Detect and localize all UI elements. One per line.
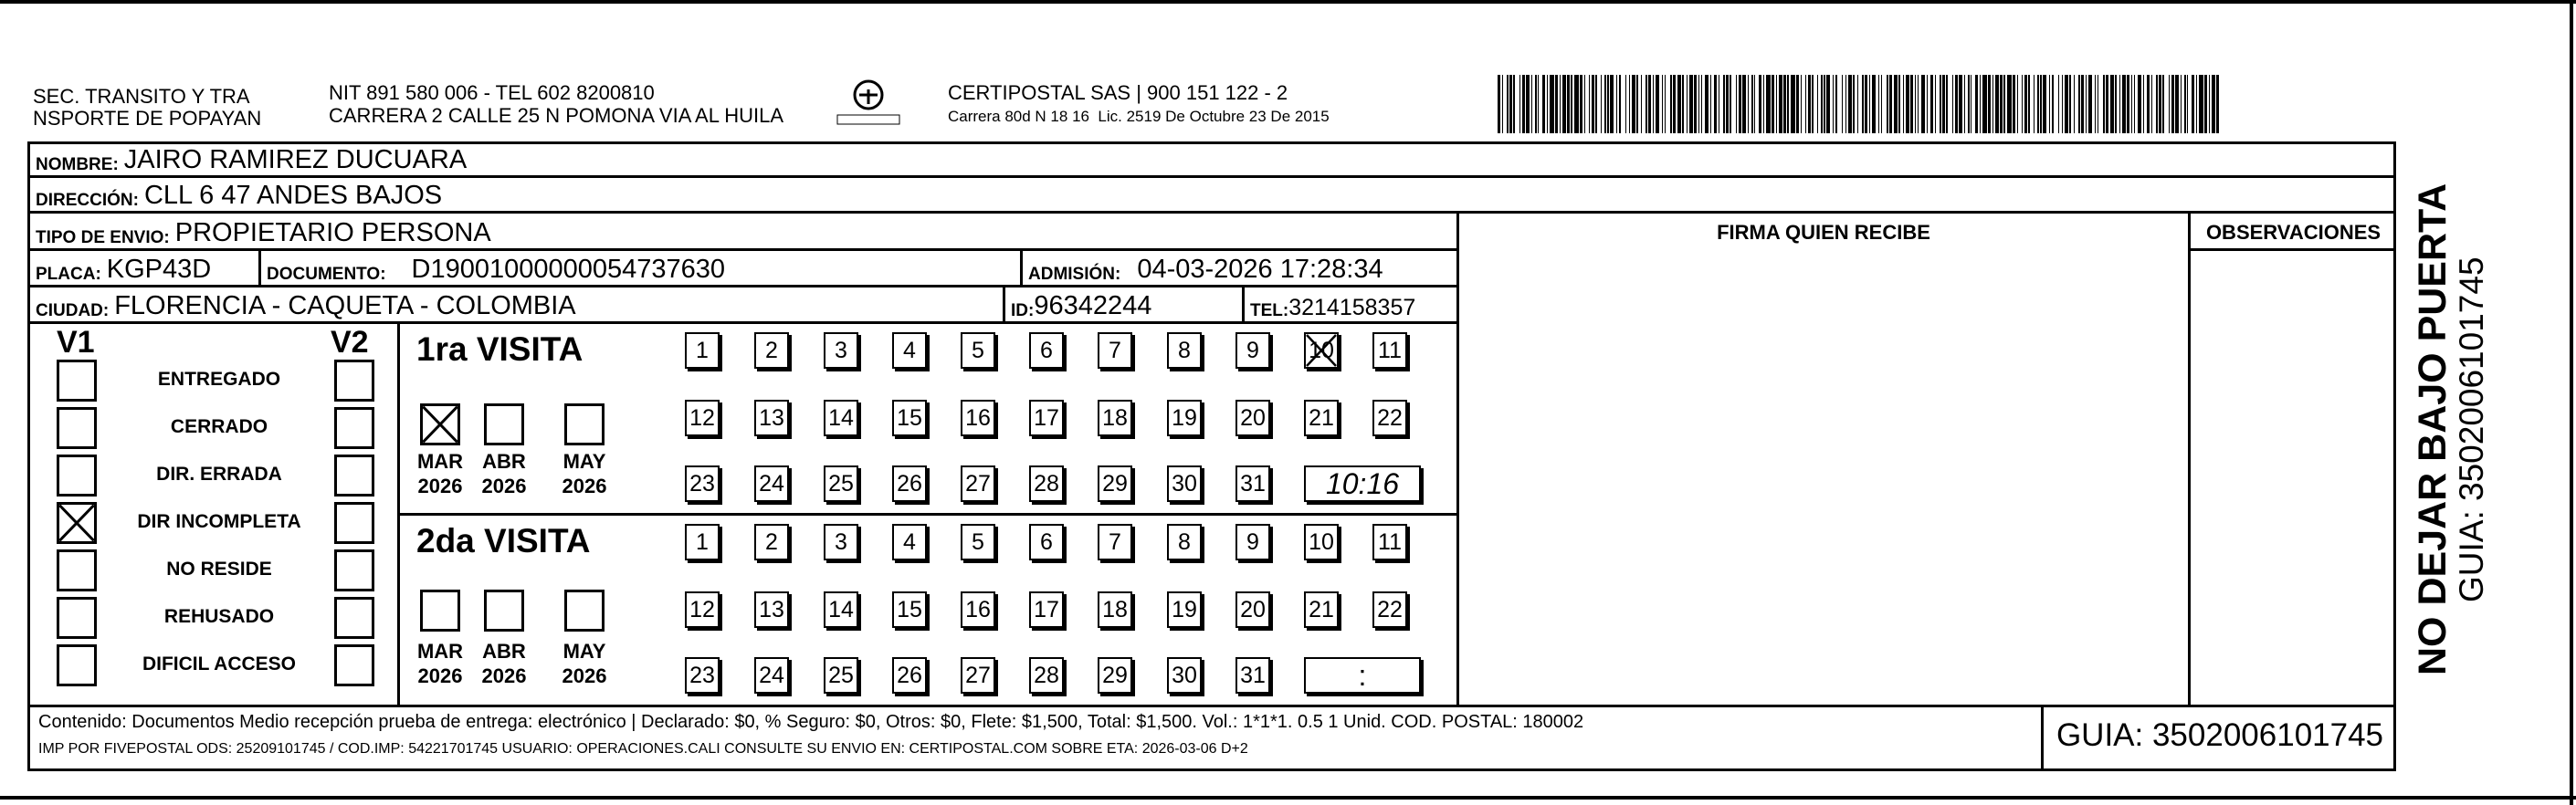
company-line-2: Carrera 80d N 18 16 Lic. 2519 De Octubre 23 De 2015 — [948, 108, 1330, 125]
second-month-year: 2026 — [417, 664, 463, 687]
first-day-box[interactable]: 5 — [961, 332, 995, 369]
first-visit-title: 1ra VISITA — [416, 330, 584, 368]
first-day-box[interactable]: 28 — [1029, 465, 1064, 502]
second-visit-title: 2da VISITA — [416, 522, 591, 559]
first-day-box[interactable]: 18 — [1098, 400, 1132, 436]
second-day-box[interactable]: 6 — [1029, 524, 1064, 560]
status-label: DIR INCOMPLETA — [137, 511, 301, 532]
first-day-box[interactable]: 30 — [1167, 465, 1202, 502]
id-value: 96342244 — [1034, 291, 1152, 320]
second-day-box[interactable]: 1 — [685, 524, 720, 560]
v2-checkbox[interactable] — [334, 597, 374, 639]
second-day-box[interactable]: 29 — [1098, 657, 1132, 694]
first-day-box[interactable]: 21 — [1304, 400, 1339, 436]
second-day-box[interactable]: 8 — [1167, 524, 1202, 560]
first-month-label: MAR — [416, 450, 464, 473]
first-day-box[interactable]: 8 — [1167, 332, 1202, 369]
second-month-checkbox[interactable] — [564, 590, 605, 632]
v2-checkbox[interactable] — [334, 360, 374, 402]
second-month-year: 2026 — [481, 664, 527, 687]
id-cell — [1005, 285, 1241, 321]
v1-checkbox[interactable] — [57, 597, 97, 639]
observaciones-label: OBSERVACIONES — [2205, 221, 2381, 244]
second-day-box[interactable]: 14 — [824, 591, 858, 628]
tipo-value: PROPIETARIO PERSONA — [174, 218, 491, 247]
col-line-visits — [397, 321, 400, 705]
status-label: REHUSADO — [163, 606, 275, 627]
row-line-visit-mid — [397, 513, 1456, 516]
v2-checkbox[interactable] — [334, 407, 374, 449]
second-month-year: 2026 — [562, 664, 607, 687]
second-day-box[interactable]: 18 — [1098, 591, 1132, 628]
first-day-box[interactable]: 19 — [1167, 400, 1202, 436]
sender-line-1: SEC. TRANSITO Y TRA — [33, 85, 250, 108]
second-day-box[interactable]: 2 — [754, 524, 789, 560]
status-label: CERRADO — [170, 416, 268, 437]
first-month-year: 2026 — [481, 475, 527, 497]
direccion-label: DIRECCIÓN: — [36, 191, 139, 210]
status-label: ENTREGADO — [157, 369, 281, 390]
first-month-label: MAY — [563, 450, 606, 473]
first-day-box[interactable]: 7 — [1098, 332, 1132, 369]
v1-checkbox[interactable] — [57, 549, 97, 591]
ciudad-value: FLORENCIA - CAQUETA - COLOMBIA — [114, 291, 576, 320]
ciudad-cell — [30, 285, 1001, 321]
first-day-box[interactable]: 17 — [1029, 400, 1064, 436]
second-day-box[interactable]: 22 — [1372, 591, 1407, 628]
second-day-box[interactable]: 3 — [824, 524, 858, 560]
barcode — [1498, 75, 2219, 133]
first-day-box[interactable]: 16 — [961, 400, 995, 436]
company-line-1: CERTIPOSTAL SAS | 900 151 122 - 2 — [948, 81, 1288, 104]
v2-label: V2 — [331, 325, 369, 360]
tel-label: TEL: — [1250, 301, 1289, 320]
v1-checkbox[interactable] — [57, 360, 97, 402]
second-day-box[interactable]: 17 — [1029, 591, 1064, 628]
frame-right — [2570, 0, 2573, 805]
second-day-box[interactable]: 9 — [1235, 524, 1270, 560]
first-month — [411, 449, 469, 498]
first-day-box[interactable]: 11 — [1372, 332, 1407, 369]
second-day-box[interactable]: 4 — [892, 524, 927, 560]
second-day-box[interactable]: 31 — [1235, 657, 1270, 694]
second-month-label: MAR — [416, 640, 464, 663]
v1-checkbox[interactable] — [57, 455, 97, 497]
first-day-box[interactable]: 6 — [1029, 332, 1064, 369]
documento-label: DOCUMENTO: — [267, 265, 386, 284]
nombre-label: NOMBRE: — [36, 155, 119, 174]
status-label: DIR. ERRADA — [156, 464, 282, 485]
second-day-box[interactable]: 5 — [961, 524, 995, 560]
documento-value: D19001000000054737630 — [411, 255, 726, 284]
admision-value: 04-03-2026 17:28:34 — [1137, 255, 1383, 284]
direccion-row — [30, 175, 1400, 211]
first-month — [475, 449, 533, 498]
first-day-box[interactable]: 20 — [1235, 400, 1270, 436]
first-day-box[interactable]: 12 — [685, 400, 720, 436]
status-label: DIFICIL ACCESO — [142, 653, 296, 674]
certipostal-logo — [836, 78, 901, 130]
tipo-row — [30, 211, 1400, 248]
first-month-checkbox[interactable] — [420, 403, 460, 445]
second-day-box[interactable]: 19 — [1167, 591, 1202, 628]
documento-cell — [261, 248, 1019, 285]
first-day-box[interactable]: 4 — [892, 332, 927, 369]
tel-cell — [1245, 285, 1456, 321]
nombre-value: JAIRO RAMIREZ DUCUARA — [123, 145, 468, 174]
placa-label: PLACA: — [36, 265, 101, 284]
v1-checkbox[interactable] — [57, 502, 97, 544]
first-month-checkbox[interactable] — [564, 403, 605, 445]
first-day-box[interactable]: 23 — [685, 465, 720, 502]
second-month-label: ABR — [482, 640, 526, 663]
second-day-box[interactable]: 20 — [1235, 591, 1270, 628]
v1-checkbox[interactable] — [57, 644, 97, 686]
first-day-box[interactable]: 27 — [961, 465, 995, 502]
admision-label: ADMISIÓN: — [1028, 265, 1121, 284]
first-month-label: ABR — [482, 450, 526, 473]
second-day-box[interactable]: 16 — [961, 591, 995, 628]
first-day-box[interactable]: 3 — [824, 332, 858, 369]
ciudad-label: CIUDAD: — [36, 301, 110, 320]
second-month — [555, 639, 614, 688]
first-day-box[interactable]: 1 — [685, 332, 720, 369]
first-day-box[interactable]: 2 — [754, 332, 789, 369]
first-day-box[interactable]: 26 — [892, 465, 927, 502]
col-line-obs — [2188, 211, 2191, 705]
first-day-box[interactable]: 13 — [754, 400, 789, 436]
second-day-box[interactable]: 23 — [685, 657, 720, 694]
second-month — [475, 639, 533, 688]
first-month-year: 2026 — [417, 475, 463, 497]
first-day-box[interactable]: 31 — [1235, 465, 1270, 502]
frame-top — [0, 0, 2576, 4]
second-month — [411, 639, 469, 688]
cross-mark-icon — [1304, 332, 1339, 369]
col-line-firma — [1456, 211, 1459, 705]
id-label: ID: — [1011, 301, 1035, 320]
first-day-box[interactable]: 10 — [1304, 332, 1339, 369]
v2-checkbox[interactable] — [334, 455, 374, 497]
row-line-5 — [27, 321, 1456, 324]
second-day-box[interactable]: 10 — [1304, 524, 1339, 560]
side-guia: GUIA: 3502006101745 — [2453, 256, 2490, 602]
second-day-box[interactable]: 24 — [754, 657, 789, 694]
nombre-row — [30, 141, 1400, 175]
first-day-box[interactable]: 25 — [824, 465, 858, 502]
second-day-box[interactable]: 30 — [1167, 657, 1202, 694]
v2-checkbox[interactable] — [334, 502, 374, 544]
footer-guia: GUIA: 3502006101745 — [2056, 717, 2384, 753]
v2-checkbox[interactable] — [334, 549, 374, 591]
second-month-checkbox[interactable] — [420, 590, 460, 632]
side-warning: NO DEJAR BAJO PUERTA — [2411, 183, 2455, 675]
second-day-box[interactable]: 12 — [685, 591, 720, 628]
sender-line-2: NSPORTE DE POPAYAN — [33, 107, 262, 130]
first-day-box[interactable]: 9 — [1235, 332, 1270, 369]
second-day-box[interactable]: 26 — [892, 657, 927, 694]
first-day-box[interactable]: 22 — [1372, 400, 1407, 436]
nit-line-2: CARRERA 2 CALLE 25 N POMONA VIA AL HUILA — [329, 104, 784, 127]
frame-bottom — [0, 796, 2576, 800]
certipostal-logo-icon — [836, 78, 901, 130]
first-day-box[interactable]: 29 — [1098, 465, 1132, 502]
status-label: NO RESIDE — [166, 559, 272, 580]
second-day-box[interactable]: 28 — [1029, 657, 1064, 694]
direccion-value: CLL 6 47 ANDES BAJOS — [143, 181, 443, 210]
tipo-label: TIPO DE ENVIO: — [36, 228, 170, 247]
first-day-box[interactable]: 14 — [824, 400, 858, 436]
first-month-year: 2026 — [562, 475, 607, 497]
admision-cell — [1023, 248, 1456, 285]
second-day-box[interactable]: 27 — [961, 657, 995, 694]
v1-checkbox[interactable] — [57, 407, 97, 449]
v1-label: V1 — [57, 325, 95, 360]
placa-value: KGP43D — [106, 255, 212, 284]
first-day-box[interactable]: 15 — [892, 400, 927, 436]
second-day-box[interactable]: 15 — [892, 591, 927, 628]
first-time-box[interactable]: 10:16 — [1304, 465, 1421, 502]
barcode-bar — [2216, 75, 2219, 133]
second-month-label: MAY — [563, 640, 606, 663]
second-day-box[interactable]: 11 — [1372, 524, 1407, 560]
second-day-box[interactable]: 25 — [824, 657, 858, 694]
footer-imp: IMP POR FIVEPOSTAL ODS: 25209101745 / COD.IMP: 54221701745 USUARIO: OPERACIONES.CALI CONSULTE SU ENVIO EN: CERTIPOSTAL.COM SOBRE ETA: 2026-03-06 D+2 — [38, 741, 1248, 757]
footer-content: Contenido: Documentos Medio recepción prueba de entrega: electrónico | Declarado: $0, % Seguro: $0, Otros: $0, Flete: $1,500, Total: $1,500. Vol.: 1*1*1. 0.5 1 Unid. COD. POSTAL: 180002 — [38, 712, 1584, 732]
tel-value: 3214158357 — [1288, 295, 1416, 320]
first-month-checkbox[interactable] — [484, 403, 524, 445]
row-line-3b — [2188, 248, 2396, 251]
placa-cell — [30, 248, 258, 285]
second-day-box[interactable]: 13 — [754, 591, 789, 628]
first-day-box[interactable]: 24 — [754, 465, 789, 502]
second-month-checkbox[interactable] — [484, 590, 524, 632]
firma-label: FIRMA QUIEN RECIBE — [1717, 221, 1930, 244]
second-day-box[interactable]: 21 — [1304, 591, 1339, 628]
first-month — [555, 449, 614, 498]
v2-checkbox[interactable] — [334, 644, 374, 686]
second-time-box[interactable]: : — [1304, 657, 1421, 694]
second-day-box[interactable]: 7 — [1098, 524, 1132, 560]
nit-line-1: NIT 891 580 006 - TEL 602 8200810 — [329, 81, 655, 104]
